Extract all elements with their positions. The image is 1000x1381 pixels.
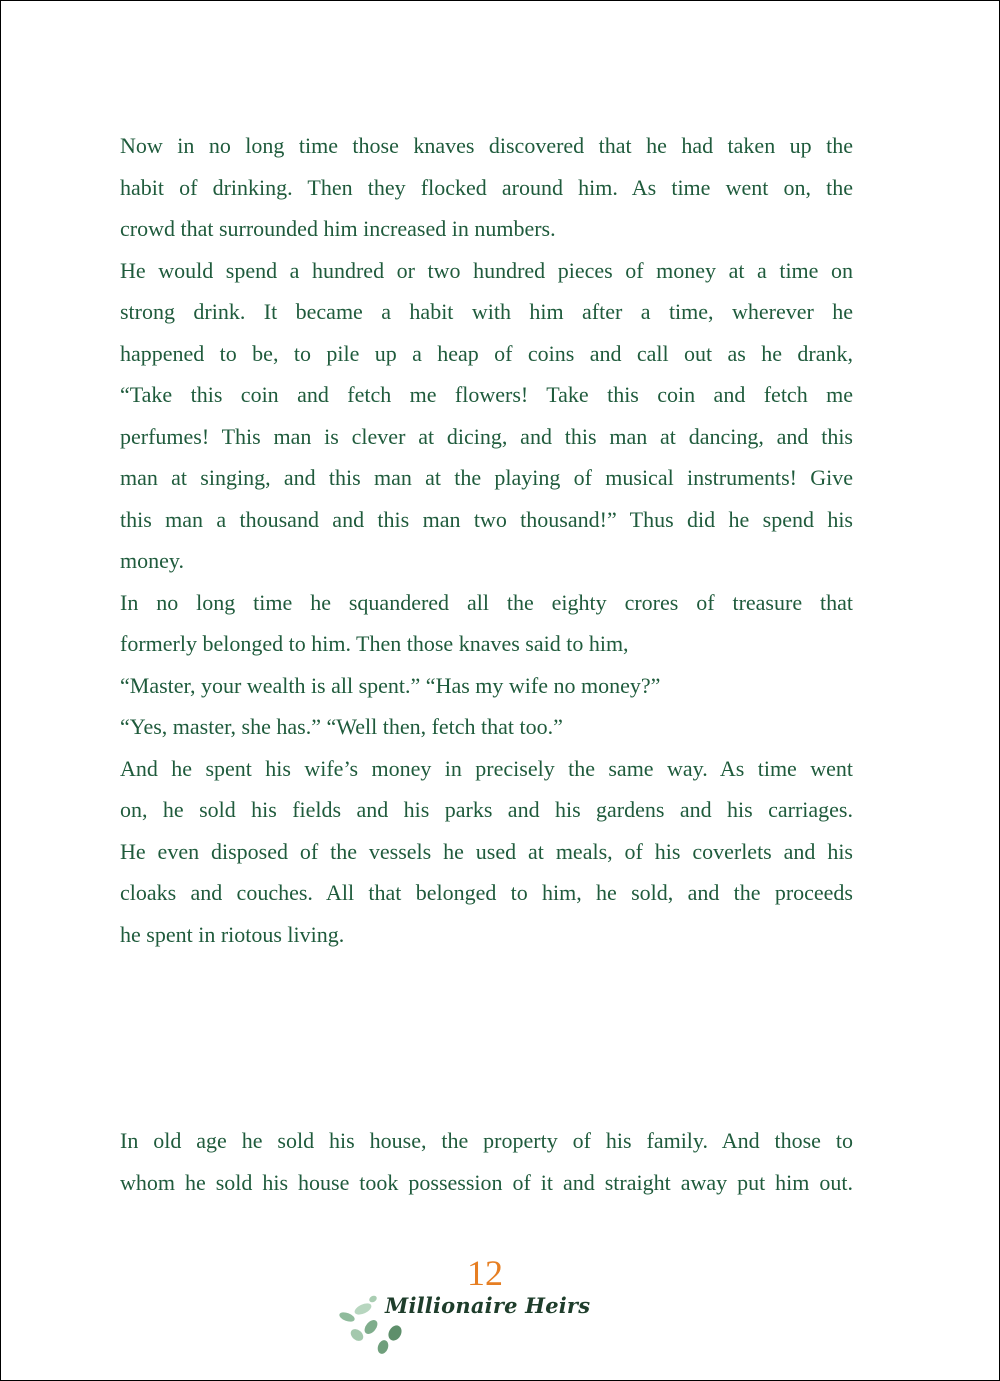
text-line: this man a thousand and this man two thousand!” Thus did he spend his (120, 506, 853, 532)
paragraph-wife-money (120, 748, 853, 956)
text-line: Now in no long time those knaves discovered that he had taken up the (120, 133, 853, 158)
page-number: 12 (467, 1253, 503, 1293)
paragraph-knaves-discovered (120, 125, 853, 250)
text-line: “Yes, master, she has.” “Well then, fetch that too.” (120, 714, 563, 739)
brand-title: Millionaire Heirs (385, 1293, 591, 1318)
text-line: money. (120, 548, 184, 573)
body-text-upper (120, 125, 853, 955)
text-line: “Master, your wealth is all spent.” “Has my wife no money?” (120, 672, 661, 698)
text-line: strong drink. It became a habit with him after a time, wherever he (120, 299, 853, 324)
paragraph-dialogue-1 (120, 665, 853, 707)
text-line: “Take this coin and fetch me flowers! Take this coin and fetch me (120, 382, 853, 407)
paragraph-dialogue-2 (120, 706, 853, 748)
body-text-lower (120, 1120, 853, 1203)
text-line: And he spent his wife’s money in precisely the same way. As time went (120, 755, 853, 781)
text-line: In no long time he squandered all the eighty crores of treasure that (120, 589, 853, 615)
paragraph-old-age (120, 1120, 853, 1203)
text-line: He would spend a hundred or two hundred pieces of money at a time on (120, 257, 853, 283)
text-line: whom he sold his house took possession of it and straight away put him out. (120, 1169, 853, 1195)
paragraph-spending (120, 250, 853, 582)
text-line: habit of drinking. Then they flocked around him. As time went on, the (120, 174, 853, 200)
text-line: happened to be, to pile up a heap of coins and call out as he drank, (120, 340, 853, 366)
text-line: formerly belonged to him. Then those knaves said to him, (120, 631, 629, 656)
text-line: cloaks and couches. All that belonged to him, he sold, and the proceeds (120, 880, 853, 905)
text-line: he spent in riotous living. (120, 921, 345, 947)
paragraph-squandered (120, 582, 853, 665)
text-line: on, he sold his fields and his parks and his gardens and his carriages. (120, 797, 853, 822)
text-line: In old age he sold his house, the property of his family. And those to (120, 1128, 853, 1153)
text-line: perfumes! This man is clever at dicing, and this man at dancing, and this (120, 423, 853, 449)
text-line: man at singing, and this man at the playing of musical instruments! Give (120, 465, 853, 490)
text-line: crowd that surrounded him increased in numbers. (120, 216, 556, 241)
text-line: He even disposed of the vessels he used at meals, of his coverlets and his (120, 838, 853, 864)
